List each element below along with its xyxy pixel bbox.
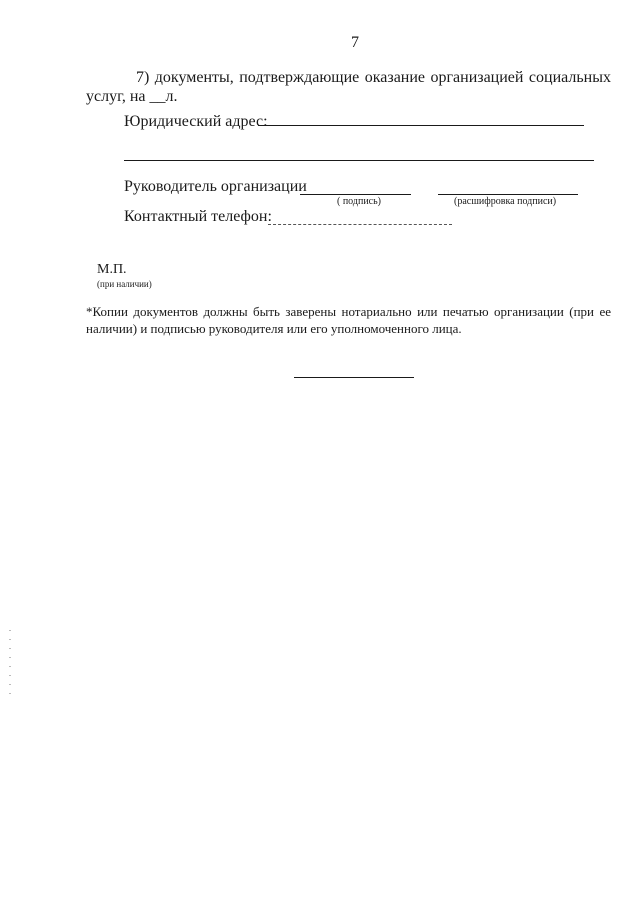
contact-phone-label: Контактный телефон: bbox=[124, 208, 272, 225]
signature-decoding-field-line[interactable] bbox=[438, 194, 578, 195]
legal-address-field-line[interactable] bbox=[258, 125, 584, 126]
item7-text-line2: услуг, на __л. bbox=[86, 88, 178, 105]
contact-phone-field-line[interactable] bbox=[268, 224, 452, 225]
footnote-line2: наличии) и подписью руководителя или его уполномоченного лица. bbox=[86, 321, 462, 336]
signature-caption: ( подпись) bbox=[337, 196, 382, 207]
stamp-place-note: (при наличии) bbox=[97, 279, 152, 289]
signature-field-line[interactable] bbox=[300, 194, 411, 195]
scan-artifact-specks bbox=[9, 630, 11, 700]
page-number: 7 bbox=[351, 34, 359, 51]
footnote bbox=[86, 303, 611, 337]
end-separator-line bbox=[294, 377, 414, 378]
footnote-line1: *Копии документов должны быть заверены нотариально или печатью организации (при ее bbox=[86, 304, 611, 319]
legal-address-second-line[interactable] bbox=[124, 160, 594, 161]
legal-address-label: Юридический адрес: bbox=[124, 113, 268, 130]
item7-text-line1: 7) документы, подтверждающие оказание организацией социальных bbox=[136, 69, 611, 86]
stamp-place-label: М.П. bbox=[97, 262, 127, 277]
organization-head-label: Руководитель организации bbox=[124, 178, 307, 195]
signature-decoding-caption: (расшифровка подписи) bbox=[454, 196, 557, 207]
